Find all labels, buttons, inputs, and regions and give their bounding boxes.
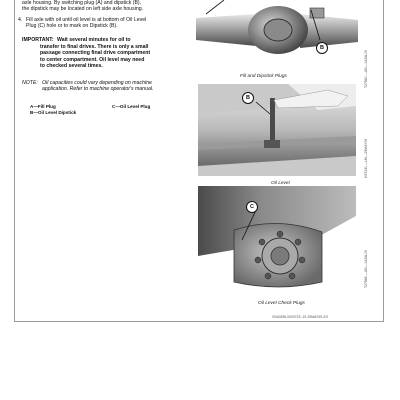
important-line: passage connecting final drive compartment	[40, 50, 151, 56]
legend-c: C—Oil Level Plug	[112, 104, 151, 109]
step-number: 4.	[18, 17, 23, 23]
oil-level-check-plugs-photo	[198, 186, 356, 294]
note-label: NOTE:	[22, 80, 38, 86]
step-line: Fill axle with oil until oil level is at bottom of Oil Level	[26, 17, 147, 23]
fill-dipstick-photo	[196, 0, 358, 68]
figure-code: H97241 —UN—29MAY09	[364, 138, 368, 178]
step-line: Plug (C) hole or to mark on Dipstick (B).	[26, 23, 118, 29]
callout-b: B	[316, 42, 328, 54]
figure-caption: Oil Level Check Plugs	[258, 301, 305, 306]
callout-c: C	[246, 201, 258, 213]
legend-a: A—Fill Plug	[30, 104, 56, 109]
instruction-line: the dipstick may be located on left side axle housing.	[22, 6, 144, 12]
callout-b: B	[242, 92, 254, 104]
oil-level-photo	[198, 84, 356, 176]
document-reference-code: VN40296,00007Z5 -19-29MAY09-2/3	[272, 315, 328, 319]
important-line: to checked several times.	[40, 63, 103, 69]
important-line: Wait several minutes for oil to	[57, 37, 131, 43]
important-line: to center compartment. Oil level may need	[40, 56, 145, 63]
figure-code: T27866 —UN—14JUL09	[364, 250, 368, 288]
note-line: Oil capacities could vary depending on machine	[42, 80, 152, 86]
figure-caption: Oil Level	[271, 181, 290, 186]
note-line: application. Refer to machine operator's manual.	[42, 86, 154, 92]
instruction-line: axle housing. By switching plug (A) and dipstick (B),	[22, 0, 142, 6]
important-line: transfer to final drives. There is only a small	[40, 43, 149, 50]
legend-b: B—Oil Level Dipstick	[30, 110, 77, 115]
important-label: IMPORTANT:	[22, 37, 54, 43]
figure-code: T27860 —UN—14JUL09	[364, 50, 368, 88]
figure-caption: Fill and Dipstick Plugs	[240, 74, 287, 79]
